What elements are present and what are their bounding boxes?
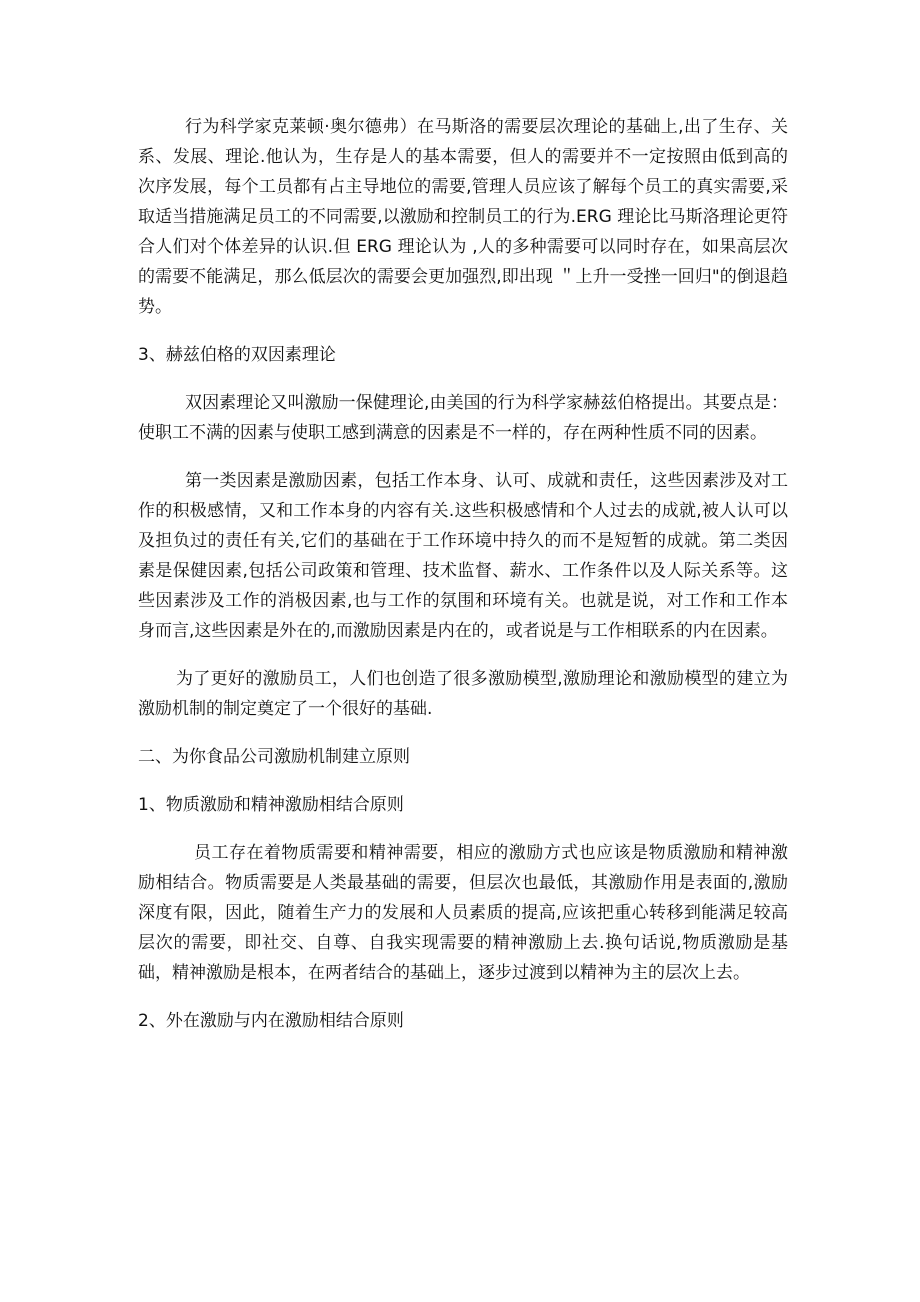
heading-principle-one: 1、物质激励和精神激励相结合原则	[138, 795, 404, 815]
heading-two-factor-theory: 3、赫兹伯格的双因素理论	[138, 345, 336, 365]
document-page	[138, 112, 788, 1054]
paragraph-factor-types: 第一类因素是激励因素，包括工作本身、认可、成就和责任，这些因素涉及对工作的积极感情，又和工作本身的内容有关.这些积极感情和个人过去的成就,被人认可以及担负过的责任有关,它们的基础在于工作环境中持久的而不是短暂的成就。第二类因素是保健因素,包括公司政策和管理、技术监督、薪水、工作条件以及人际关系等。这些因素涉及工作的消极因素,也与工作的氛围和环境有关。也就是说，对工作和工作本身而言,这些因素是外在的,而激励因素是内在的，或者说是与工作相联系的内在因素。	[138, 471, 788, 641]
paragraph-motivation-models: 为了更好的激励员工，人们也创造了很多激励模型,激励理论和激励模型的建立为激励机制的制定奠定了一个很好的基础.	[138, 669, 788, 719]
paragraph-two-factor-intro: 双因素理论又叫激励一保健理论,由美国的行为科学家赫兹伯格提出。其要点是：使职工不满的因素与使职工感到满意的因素是不一样的，存在两种性质不同的因素。	[138, 393, 788, 443]
heading-principle-two: 2、外在激励与内在激励相结合原则	[138, 1011, 404, 1031]
paragraph-material-spiritual: 员工存在着物质需要和精神需要，相应的激励方式也应该是物质激励和精神激励相结合。物质需要是人类最基础的需要，但层次也最低，其激励作用是表面的,激励深度有限，因此，随着生产力的发展和人员素质的提高,应该把重心转移到能满足较高层次的需要，即社交、自尊、自我实现需要的精神激励上去.换句话说,物质激励是基础，精神激励是根本，在两者结合的基础上，逐步过渡到以精神为主的层次上去。	[138, 843, 788, 983]
paragraph-erg-theory: 行为科学家克莱顿·奥尔德弗）在马斯洛的需要层次理论的基础上,出了生存、关系、发展、理论.他认为，生存是人的基本需要，但人的需要并不一定按照由低到高的次序发展，每个工员都有占主导地位的需要,管理人员应该了解每个员工的真实需要,采取适当措施满足员工的不同需要,以激励和控制员工的行为.ERG 理论比马斯洛理论更符合人们对个体差异的认识.但 ERG 理论认为 ,人的多种需要可以同时存在，如果高层次的需要不能满足，那么低层次的需要会更加强烈,即出现 ＂上升一受挫一回归"的倒退趋势。	[138, 117, 788, 317]
heading-section-two: 二、为你食品公司激励机制建立原则	[138, 747, 410, 767]
